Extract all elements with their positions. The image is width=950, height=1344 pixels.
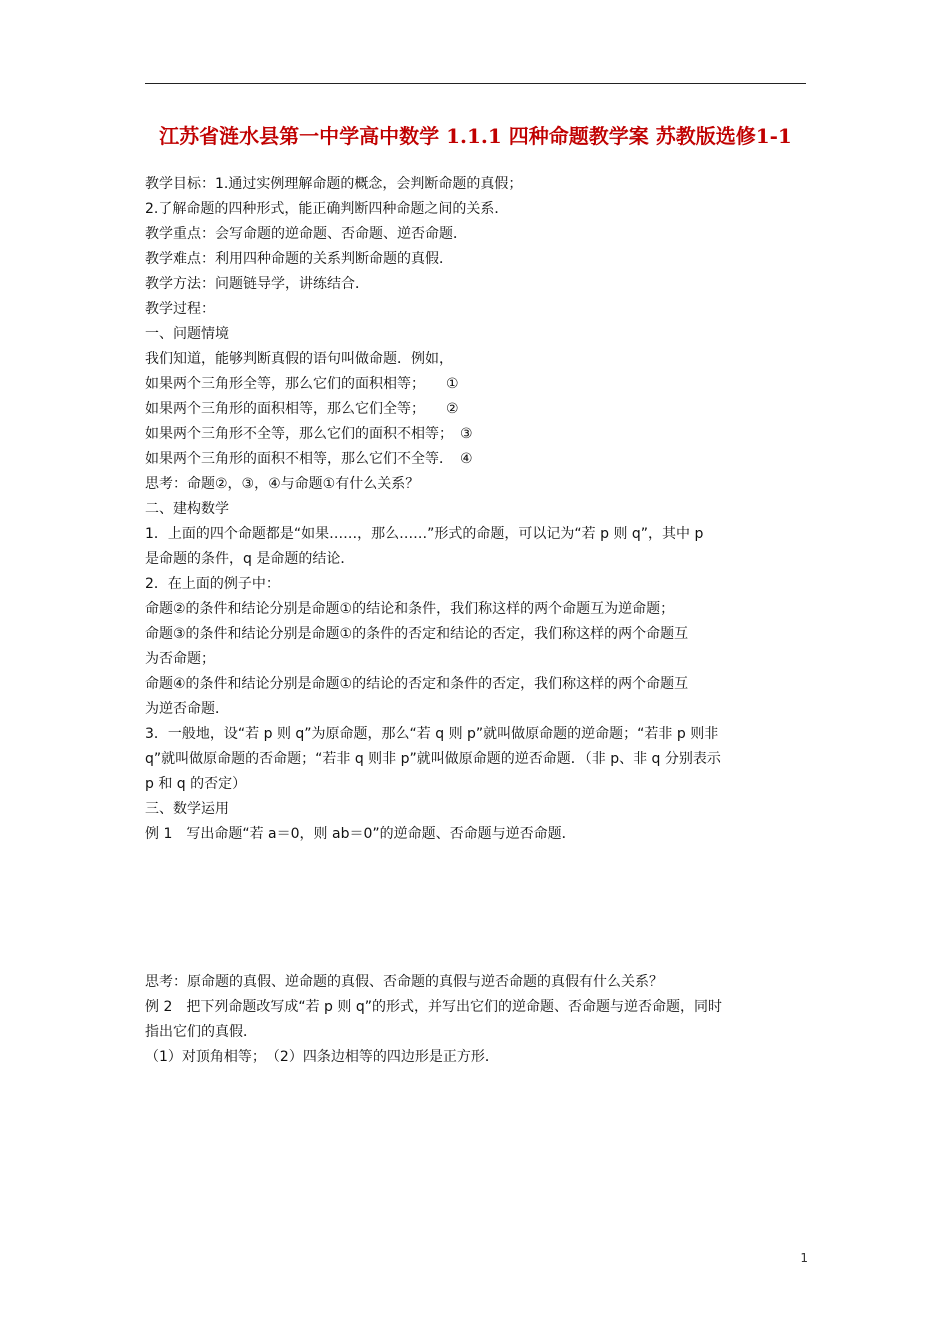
example-2: 例 2 把下列命题改写成“若 p 则 q”的形式，并写出它们的逆命题、否命题与逆否命题，同时: [145, 999, 722, 1015]
text-line: 为逆否命题．: [145, 701, 229, 717]
header-rule: [145, 83, 806, 84]
section-heading: 三、数学运用: [145, 801, 229, 817]
text-line: 如果两个三角形的面积相等，那么它们全等； ②: [145, 401, 459, 417]
text-line: 如果两个三角形全等，那么它们的面积相等； ①: [145, 376, 459, 392]
text-line: p 和 q 的否定）: [145, 776, 247, 792]
text-line: 思考：原命题的真假、逆命题的真假、否命题的真假与逆否命题的真假有什么关系？: [145, 974, 663, 990]
text-line: 命题③的条件和结论分别是命题①的条件的否定和结论的否定，我们称这样的两个命题互: [145, 626, 689, 642]
text-line: 教学方法：问题链导学，讲练结合．: [145, 276, 369, 292]
section-heading: 二、建构数学: [145, 501, 229, 517]
text-line: （1）对顶角相等； （2）四条边相等的四边形是正方形．: [145, 1049, 499, 1065]
text-line: 教学目标：1.通过实例理解命题的概念，会判断命题的真假；: [145, 176, 523, 192]
text-line: 教学难点：利用四种命题的关系判断命题的真假．: [145, 251, 453, 267]
document-title: 江苏省涟水县第一中学高中数学 1.1.1 四种命题教学案 苏教版选修1-1: [159, 124, 792, 148]
section-heading: 一、问题情境: [145, 326, 229, 342]
text-line: 指出它们的真假．: [145, 1024, 257, 1040]
text-line: 命题②的条件和结论分别是命题①的结论和条件，我们称这样的两个命题互为逆命题；: [145, 601, 675, 617]
text-line: 教学过程：: [145, 301, 215, 317]
text-line: 如果两个三角形的面积不相等，那么它们不全等． ④: [145, 451, 473, 467]
text-line: q”就叫做原命题的否命题；“若非 q 则非 p”就叫做原命题的逆否命题．（非 p、非 q 分别表示: [145, 751, 721, 767]
text-line: 2.了解命题的四种形式，能正确判断四种命题之间的关系．: [145, 201, 509, 217]
text-line: 3．一般地，设“若 p 则 q”为原命题，那么“若 q 则 p”就叫做原命题的逆命题；“若非 p 则非: [145, 726, 719, 742]
text-line: 我们知道，能够判断真假的语句叫做命题．例如，: [145, 351, 453, 367]
text-line: 命题④的条件和结论分别是命题①的结论的否定和条件的否定，我们称这样的两个命题互: [145, 676, 689, 692]
page-number: 1: [800, 1251, 808, 1265]
text-line: 1．上面的四个命题都是“如果……，那么……”形式的命题，可以记为“若 p 则 q”，其中 p: [145, 526, 704, 542]
text-line: 为否命题；: [145, 651, 215, 667]
text-line: 教学重点：会写命题的逆命题、否命题、逆否命题．: [145, 226, 467, 242]
text-line: 是命题的条件，q 是命题的结论．: [145, 551, 355, 567]
text-line: 如果两个三角形不全等，那么它们的面积不相等； ③: [145, 426, 473, 442]
text-line: 2．在上面的例子中：: [145, 576, 280, 592]
text-line: 思考：命题②，③，④与命题①有什么关系？: [145, 476, 420, 492]
example-1: 例 1 写出命题“若 a＝0，则 ab＝0”的逆命题、否命题与逆否命题．: [145, 826, 576, 842]
